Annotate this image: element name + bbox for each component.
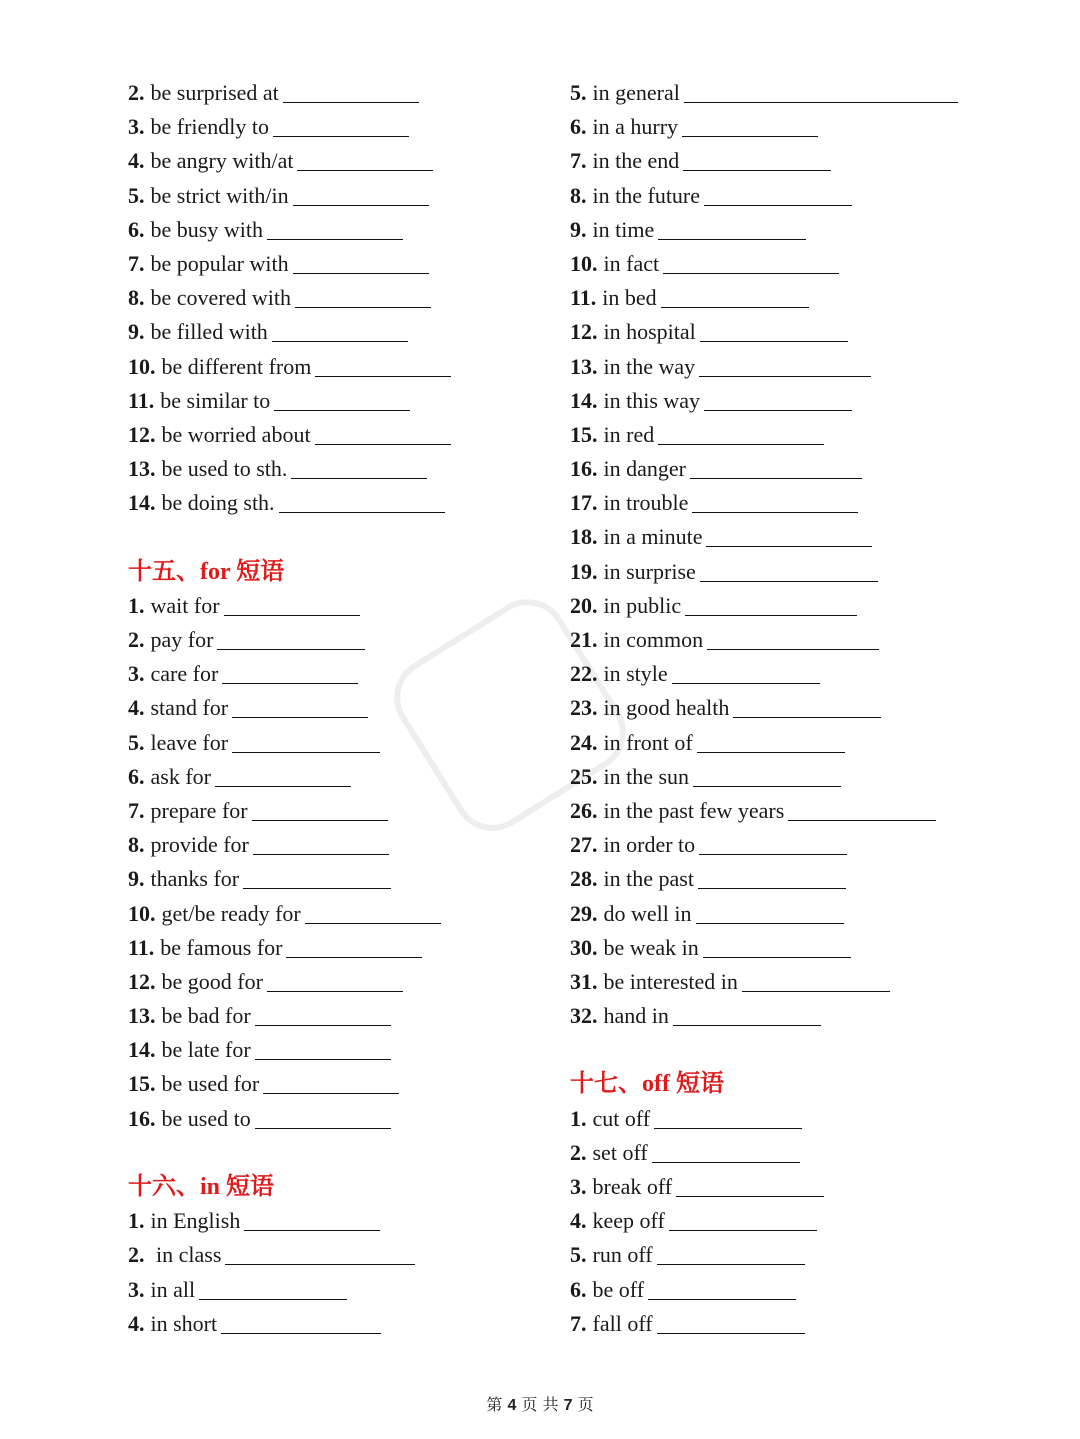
- item-number: 1.: [128, 1208, 145, 1234]
- answer-blank[interactable]: [293, 185, 429, 206]
- phrase-item: [128, 691, 451, 725]
- item-number: 12.: [128, 968, 156, 994]
- phrase-text: be friendly to: [150, 114, 270, 140]
- phrase-text: be late for: [161, 1037, 251, 1063]
- item-number: 10.: [128, 900, 156, 926]
- item-number: 8.: [128, 285, 145, 311]
- phrase-item: [570, 726, 958, 760]
- phrase-item: [570, 897, 958, 931]
- phrase-item: [570, 555, 958, 589]
- answer-blank[interactable]: [232, 732, 380, 753]
- item-number: 6.: [128, 763, 145, 789]
- footer-page-number: 4: [507, 1397, 517, 1414]
- answer-blank[interactable]: [704, 390, 852, 411]
- answer-blank[interactable]: [676, 1176, 824, 1197]
- section-heading: 十六、in 短语: [128, 1174, 275, 1200]
- item-number: 7.: [570, 1310, 587, 1336]
- phrase-item: [128, 657, 451, 691]
- answer-blank[interactable]: [652, 1142, 800, 1163]
- answer-blank[interactable]: [255, 1005, 391, 1026]
- phrase-text: in common: [603, 627, 704, 652]
- phrase-text: cut off: [592, 1105, 651, 1131]
- answer-blank[interactable]: [700, 561, 878, 582]
- answer-blank[interactable]: [703, 937, 851, 958]
- item-number: 6.: [570, 1276, 587, 1302]
- phrase-item: [570, 110, 958, 144]
- phrase-item: [570, 486, 958, 520]
- item-number: 10.: [570, 250, 598, 276]
- answer-blank[interactable]: [224, 595, 360, 616]
- phrase-text: in style: [603, 661, 668, 687]
- phrase-item: [128, 315, 451, 349]
- phrase-item: [128, 897, 451, 931]
- phrase-item: [570, 828, 958, 862]
- phrase-item: [128, 1204, 451, 1238]
- phrase-text: in general: [592, 80, 680, 105]
- section-heading: 十七、off 短语: [570, 1071, 724, 1098]
- phrase-text: pay for: [150, 627, 214, 652]
- answer-blank[interactable]: [255, 1039, 391, 1060]
- phrase-item: [128, 1307, 451, 1341]
- answer-blank[interactable]: [663, 253, 839, 274]
- answer-blank[interactable]: [283, 82, 419, 103]
- phrase-item: [570, 1102, 958, 1136]
- phrase-item: [570, 657, 958, 691]
- phrase-text: stand for: [150, 695, 229, 721]
- item-number: 21.: [570, 627, 598, 652]
- item-number: 6.: [570, 114, 587, 140]
- phrase-item: [570, 179, 958, 213]
- phrase-text: in danger: [603, 456, 686, 482]
- item-number: 16.: [570, 456, 598, 482]
- phrase-text: be strict with/in: [150, 182, 289, 208]
- phrase-text: in the end: [592, 148, 680, 174]
- phrase-text: be different from: [161, 353, 312, 379]
- phrase-text: prepare for: [150, 797, 248, 823]
- item-number: 4.: [570, 1208, 587, 1234]
- answer-blank[interactable]: [682, 116, 818, 137]
- phrase-text: in the past: [603, 866, 694, 892]
- item-number: 9.: [570, 216, 587, 242]
- item-number: 11.: [570, 285, 597, 311]
- item-number: 14.: [570, 387, 598, 413]
- answer-blank[interactable]: [788, 800, 936, 821]
- page-footer: [0, 1392, 1080, 1415]
- phrase-text: be covered with: [150, 285, 291, 311]
- section-spacer: [128, 520, 451, 554]
- phrase-text: be famous for: [160, 934, 283, 960]
- phrase-text: be good for: [161, 968, 263, 994]
- item-number: 18.: [570, 524, 598, 550]
- item-number: 3.: [570, 1174, 587, 1199]
- answer-blank[interactable]: [697, 732, 845, 753]
- item-number: 2.: [128, 80, 145, 105]
- phrase-item: [570, 144, 958, 178]
- item-number: 5.: [128, 729, 145, 755]
- answer-blank[interactable]: [700, 321, 848, 342]
- item-number: 4.: [128, 695, 145, 721]
- answer-blank[interactable]: [690, 458, 862, 479]
- phrase-item: [570, 418, 958, 452]
- phrase-text: leave for: [150, 729, 229, 755]
- phrase-item: [570, 999, 958, 1033]
- item-number: 14.: [128, 1037, 156, 1063]
- phrase-text: be doing sth.: [161, 490, 275, 516]
- phrase-text: be interested in: [603, 968, 738, 994]
- item-number: 29.: [570, 900, 598, 926]
- item-number: 1.: [570, 1105, 587, 1131]
- answer-blank[interactable]: [263, 1073, 399, 1094]
- answer-blank[interactable]: [683, 150, 831, 171]
- phrase-text: ask for: [150, 763, 211, 789]
- phrase-item: [128, 384, 451, 418]
- phrase-text: break off: [592, 1174, 673, 1199]
- phrase-item: [570, 965, 958, 999]
- item-number: 8.: [570, 182, 587, 208]
- phrase-text: set off: [592, 1139, 648, 1165]
- phrase-text: in bed: [602, 285, 657, 311]
- answer-blank[interactable]: [252, 800, 388, 821]
- phrase-text: in public: [603, 592, 682, 618]
- phrase-item: [570, 384, 958, 418]
- answer-blank[interactable]: [698, 868, 846, 889]
- answer-blank[interactable]: [274, 390, 410, 411]
- item-number: 4.: [128, 148, 145, 174]
- phrase-text: be weak in: [603, 934, 699, 960]
- phrase-item: [570, 1136, 958, 1170]
- phrase-item: [570, 247, 958, 281]
- answer-blank[interactable]: [272, 321, 408, 342]
- item-number: 25.: [570, 763, 598, 789]
- phrase-item: [570, 760, 958, 794]
- item-number: 4.: [128, 1310, 145, 1336]
- phrase-text: be used for: [161, 1071, 260, 1097]
- phrase-item: [570, 281, 958, 315]
- phrase-item: [128, 247, 451, 281]
- item-number: 26.: [570, 797, 598, 823]
- item-number: 32.: [570, 1003, 598, 1029]
- answer-blank[interactable]: [706, 526, 872, 547]
- phrase-text: get/be ready for: [161, 900, 301, 926]
- phrase-item: [128, 1067, 451, 1101]
- item-number: 1.: [128, 592, 145, 618]
- phrase-item: [570, 589, 958, 623]
- item-number: 2.: [128, 627, 145, 652]
- phrase-text: be angry with/at: [150, 148, 294, 174]
- left-column: [128, 76, 451, 1341]
- answer-blank[interactable]: [692, 492, 858, 513]
- phrase-item: [128, 144, 451, 178]
- answer-blank[interactable]: [742, 971, 890, 992]
- item-number: 8.: [128, 832, 145, 858]
- phrase-item: [128, 76, 451, 110]
- answer-blank[interactable]: [699, 356, 871, 377]
- answer-blank[interactable]: [273, 116, 409, 137]
- answer-blank[interactable]: [253, 834, 389, 855]
- phrase-item: [570, 315, 958, 349]
- item-number: 7.: [570, 148, 587, 174]
- phrase-text: fall off: [592, 1310, 653, 1336]
- answer-blank[interactable]: [225, 1244, 415, 1265]
- answer-blank[interactable]: [733, 697, 881, 718]
- answer-blank[interactable]: [293, 253, 429, 274]
- item-number: 15.: [570, 421, 598, 447]
- item-number: 11.: [128, 387, 155, 413]
- footer-total-pages: 7: [563, 1397, 573, 1414]
- answer-blank[interactable]: [669, 1210, 817, 1231]
- phrase-item: [570, 452, 958, 486]
- phrase-item: [128, 589, 451, 623]
- answer-blank[interactable]: [243, 868, 391, 889]
- phrase-text: in the future: [592, 182, 701, 208]
- phrase-item: [570, 1307, 958, 1341]
- answer-blank[interactable]: [315, 424, 451, 445]
- phrase-item: [570, 931, 958, 965]
- phrase-item: [128, 1238, 451, 1272]
- phrase-text: care for: [150, 661, 219, 687]
- phrase-item: [128, 1033, 451, 1067]
- phrase-text: in time: [592, 216, 655, 242]
- phrase-text: in a hurry: [592, 114, 679, 140]
- answer-blank[interactable]: [232, 697, 368, 718]
- phrase-text: be popular with: [150, 250, 289, 276]
- item-number: 3.: [128, 661, 145, 687]
- phrase-item: [570, 691, 958, 725]
- phrase-text: be worried about: [161, 421, 311, 447]
- item-number: 2.: [128, 1242, 145, 1268]
- phrase-text: in red: [603, 421, 655, 447]
- phrase-item: [570, 794, 958, 828]
- answer-blank[interactable]: [658, 424, 824, 445]
- phrase-text: in hospital: [603, 319, 696, 345]
- answer-blank[interactable]: [654, 1108, 802, 1129]
- answer-blank[interactable]: [286, 937, 422, 958]
- answer-blank[interactable]: [222, 663, 358, 684]
- phrase-item: [128, 281, 451, 315]
- section-spacer: [570, 1033, 958, 1067]
- phrase-text: be used to sth.: [161, 456, 288, 482]
- item-number: 13.: [128, 456, 156, 482]
- item-number: 27.: [570, 832, 598, 858]
- phrase-text: in a minute: [603, 524, 703, 550]
- answer-blank[interactable]: [215, 766, 351, 787]
- item-number: 7.: [128, 250, 145, 276]
- answer-blank[interactable]: [657, 1313, 805, 1334]
- item-number: 22.: [570, 661, 598, 687]
- phrase-text: run off: [592, 1242, 653, 1268]
- phrase-item: [570, 350, 958, 384]
- item-number: 19.: [570, 558, 598, 584]
- phrase-text: wait for: [150, 592, 220, 618]
- item-number: 7.: [128, 797, 145, 823]
- answer-blank[interactable]: [693, 766, 841, 787]
- phrase-item: [128, 110, 451, 144]
- item-number: 30.: [570, 934, 598, 960]
- item-number: 16.: [128, 1105, 156, 1131]
- answer-blank[interactable]: [295, 287, 431, 308]
- item-number: 5.: [570, 1242, 587, 1268]
- phrase-text: in the way: [603, 353, 696, 379]
- item-number: 10.: [128, 353, 156, 379]
- phrase-item: [570, 1170, 958, 1204]
- answer-blank[interactable]: [267, 971, 403, 992]
- phrase-item: [128, 1273, 451, 1307]
- answer-blank[interactable]: [267, 219, 403, 240]
- phrase-item: [570, 1273, 958, 1307]
- item-number: 6.: [128, 216, 145, 242]
- phrase-item: [570, 1238, 958, 1272]
- phrase-item: [128, 760, 451, 794]
- phrase-item: [128, 418, 451, 452]
- phrase-item: [128, 828, 451, 862]
- phrase-item: [128, 965, 451, 999]
- answer-blank[interactable]: [217, 629, 365, 650]
- phrase-item: [570, 213, 958, 247]
- phrase-text: be filled with: [150, 319, 268, 345]
- phrase-text: in the past few years: [603, 797, 785, 823]
- answer-blank[interactable]: [221, 1313, 381, 1334]
- phrase-text: be off: [592, 1276, 645, 1302]
- answer-blank[interactable]: [699, 834, 847, 855]
- answer-blank[interactable]: [661, 287, 809, 308]
- phrase-item: [570, 1204, 958, 1238]
- phrase-text: hand in: [603, 1003, 669, 1029]
- phrase-text: in order to: [603, 832, 696, 858]
- phrase-text: in this way: [603, 387, 701, 413]
- phrase-text: in all: [150, 1276, 196, 1302]
- item-number: 3.: [128, 1276, 145, 1302]
- phrase-item: [570, 623, 958, 657]
- footer-prefix: 第: [486, 1395, 503, 1414]
- item-number: 17.: [570, 490, 598, 516]
- phrase-text: provide for: [150, 832, 249, 858]
- phrase-text: in English: [150, 1208, 241, 1234]
- item-number: 5.: [128, 182, 145, 208]
- item-number: 12.: [128, 421, 156, 447]
- phrase-item: [128, 623, 451, 657]
- item-number: 3.: [128, 114, 145, 140]
- answer-blank[interactable]: [704, 185, 852, 206]
- phrase-item: [128, 179, 451, 213]
- phrase-item: [128, 862, 451, 896]
- right-column: [570, 76, 958, 1341]
- phrase-text: do well in: [603, 900, 692, 926]
- item-number: 11.: [128, 934, 155, 960]
- section-heading: 十五、for 短语: [128, 558, 285, 585]
- phrase-item: [128, 213, 451, 247]
- item-number: 31.: [570, 968, 598, 994]
- answer-blank[interactable]: [696, 903, 844, 924]
- item-number: 13.: [570, 353, 598, 379]
- answer-blank[interactable]: [315, 356, 451, 377]
- item-number: 9.: [128, 866, 145, 892]
- phrase-item: [128, 486, 451, 520]
- answer-blank[interactable]: [279, 492, 445, 513]
- phrase-text: in fact: [603, 250, 660, 276]
- item-number: 2.: [570, 1139, 587, 1165]
- answer-blank[interactable]: [672, 663, 820, 684]
- phrase-text: be used to: [161, 1105, 251, 1131]
- item-number: 15.: [128, 1071, 156, 1097]
- phrase-text: in the sun: [603, 763, 690, 789]
- item-number: 14.: [128, 490, 156, 516]
- answer-blank[interactable]: [199, 1279, 347, 1300]
- phrase-text: in trouble: [603, 490, 689, 516]
- answer-blank[interactable]: [648, 1279, 796, 1300]
- answer-blank[interactable]: [291, 458, 427, 479]
- answer-blank[interactable]: [685, 595, 857, 616]
- answer-blank[interactable]: [684, 82, 958, 103]
- answer-blank[interactable]: [673, 1005, 821, 1026]
- item-number: 28.: [570, 866, 598, 892]
- phrase-item: [128, 452, 451, 486]
- phrase-text: thanks for: [150, 866, 240, 892]
- answer-blank[interactable]: [305, 903, 441, 924]
- item-number: 5.: [570, 80, 587, 105]
- answer-blank[interactable]: [658, 219, 806, 240]
- answer-blank[interactable]: [707, 629, 879, 650]
- item-number: 12.: [570, 319, 598, 345]
- phrase-item: [570, 862, 958, 896]
- section-spacer: [128, 1136, 451, 1170]
- phrase-text: be bad for: [161, 1003, 251, 1029]
- answer-blank[interactable]: [297, 150, 433, 171]
- answer-blank[interactable]: [255, 1108, 391, 1129]
- phrase-item: [128, 794, 451, 828]
- phrase-text: in short: [150, 1310, 218, 1336]
- phrase-text: be busy with: [150, 216, 263, 242]
- item-number: 13.: [128, 1003, 156, 1029]
- phrase-text: be surprised at: [150, 80, 279, 105]
- footer-middle: 页 共: [521, 1395, 559, 1414]
- phrase-item: [570, 520, 958, 554]
- phrase-text: in surprise: [603, 558, 696, 584]
- phrase-text: be similar to: [160, 387, 271, 413]
- phrase-text: in front of: [603, 729, 693, 755]
- phrase-text: in class: [150, 1242, 222, 1268]
- phrase-item: [128, 1102, 451, 1136]
- answer-blank[interactable]: [657, 1244, 805, 1265]
- phrase-item: [128, 931, 451, 965]
- footer-suffix: 页: [577, 1395, 594, 1414]
- item-number: 23.: [570, 695, 598, 721]
- phrase-item: [128, 726, 451, 760]
- phrase-item: [570, 76, 958, 110]
- item-number: 20.: [570, 592, 598, 618]
- phrase-item: [128, 999, 451, 1033]
- phrase-text: keep off: [592, 1208, 665, 1234]
- item-number: 24.: [570, 729, 598, 755]
- phrase-text: in good health: [603, 695, 730, 721]
- item-number: 9.: [128, 319, 145, 345]
- phrase-item: [128, 350, 451, 384]
- answer-blank[interactable]: [244, 1210, 380, 1231]
